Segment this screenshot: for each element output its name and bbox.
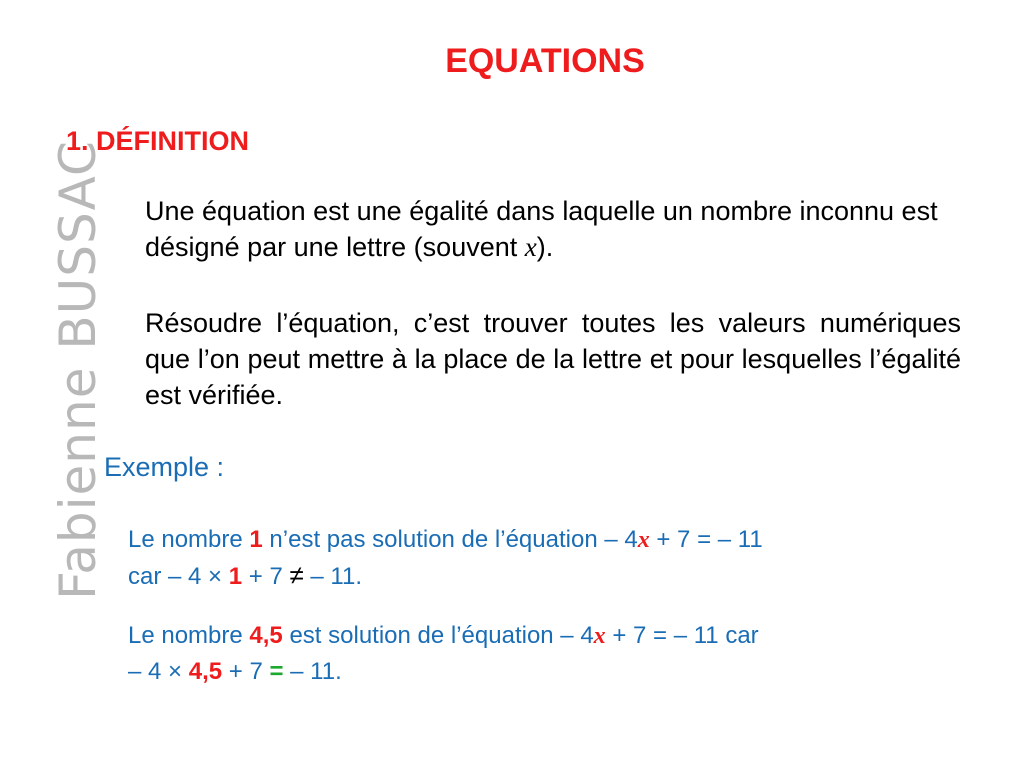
ex1-variable: x: [637, 527, 650, 553]
not-equal-sign: ≠: [289, 560, 304, 590]
ex1-prefix: Le nombre: [128, 526, 250, 553]
equal-sign: =: [269, 658, 284, 685]
ex2-prefix: Le nombre: [128, 622, 250, 649]
example-2: [128, 618, 978, 689]
example-label: Exemple :: [104, 452, 225, 482]
ex2-line2-mid: + 7: [222, 658, 270, 685]
ex1-line2-mid: + 7: [242, 563, 290, 590]
example-1: [128, 522, 978, 594]
ex1-number: 1: [249, 526, 263, 553]
ex1-line2-number: 1: [228, 563, 243, 590]
ex1-middle: n’est pas solution de l’équation – 4: [262, 526, 638, 553]
ex2-number: 4,5: [249, 622, 283, 649]
definition-text: Une équation est une égalité dans laquelle un nombre inconnu est désigné par une lettre (souvent: [145, 196, 938, 262]
section-heading: 1. DÉFINITION: [66, 126, 250, 156]
solve-paragraph: Résoudre l’équation, c’est trouver toutes les valeurs numériques que l’on peut mettre à la place de la lettre et pour lesquelles l’égalité est vérifiée.: [145, 308, 961, 410]
page-title: EQUATIONS: [445, 42, 645, 80]
ex1-line2-prefix: car – 4 ×: [128, 563, 229, 590]
ex2-line2-prefix: – 4 ×: [128, 658, 189, 685]
ex1-equation: + 7 = – 11: [649, 526, 763, 553]
ex1-line2-end: – 11.: [303, 563, 363, 590]
ex2-line2-end: – 11.: [283, 658, 342, 685]
ex2-middle: est solution de l’équation – 4: [282, 622, 594, 649]
variable-x: x: [524, 232, 537, 262]
ex2-line2-number: 4,5: [188, 658, 223, 685]
author-watermark: Fabienne BUSSAC: [49, 140, 107, 600]
ex2-variable: x: [593, 623, 606, 649]
definition-text-end: ).: [536, 232, 554, 262]
definition-paragraph: [145, 193, 978, 265]
ex2-equation: + 7 = – 11 car: [605, 622, 759, 649]
